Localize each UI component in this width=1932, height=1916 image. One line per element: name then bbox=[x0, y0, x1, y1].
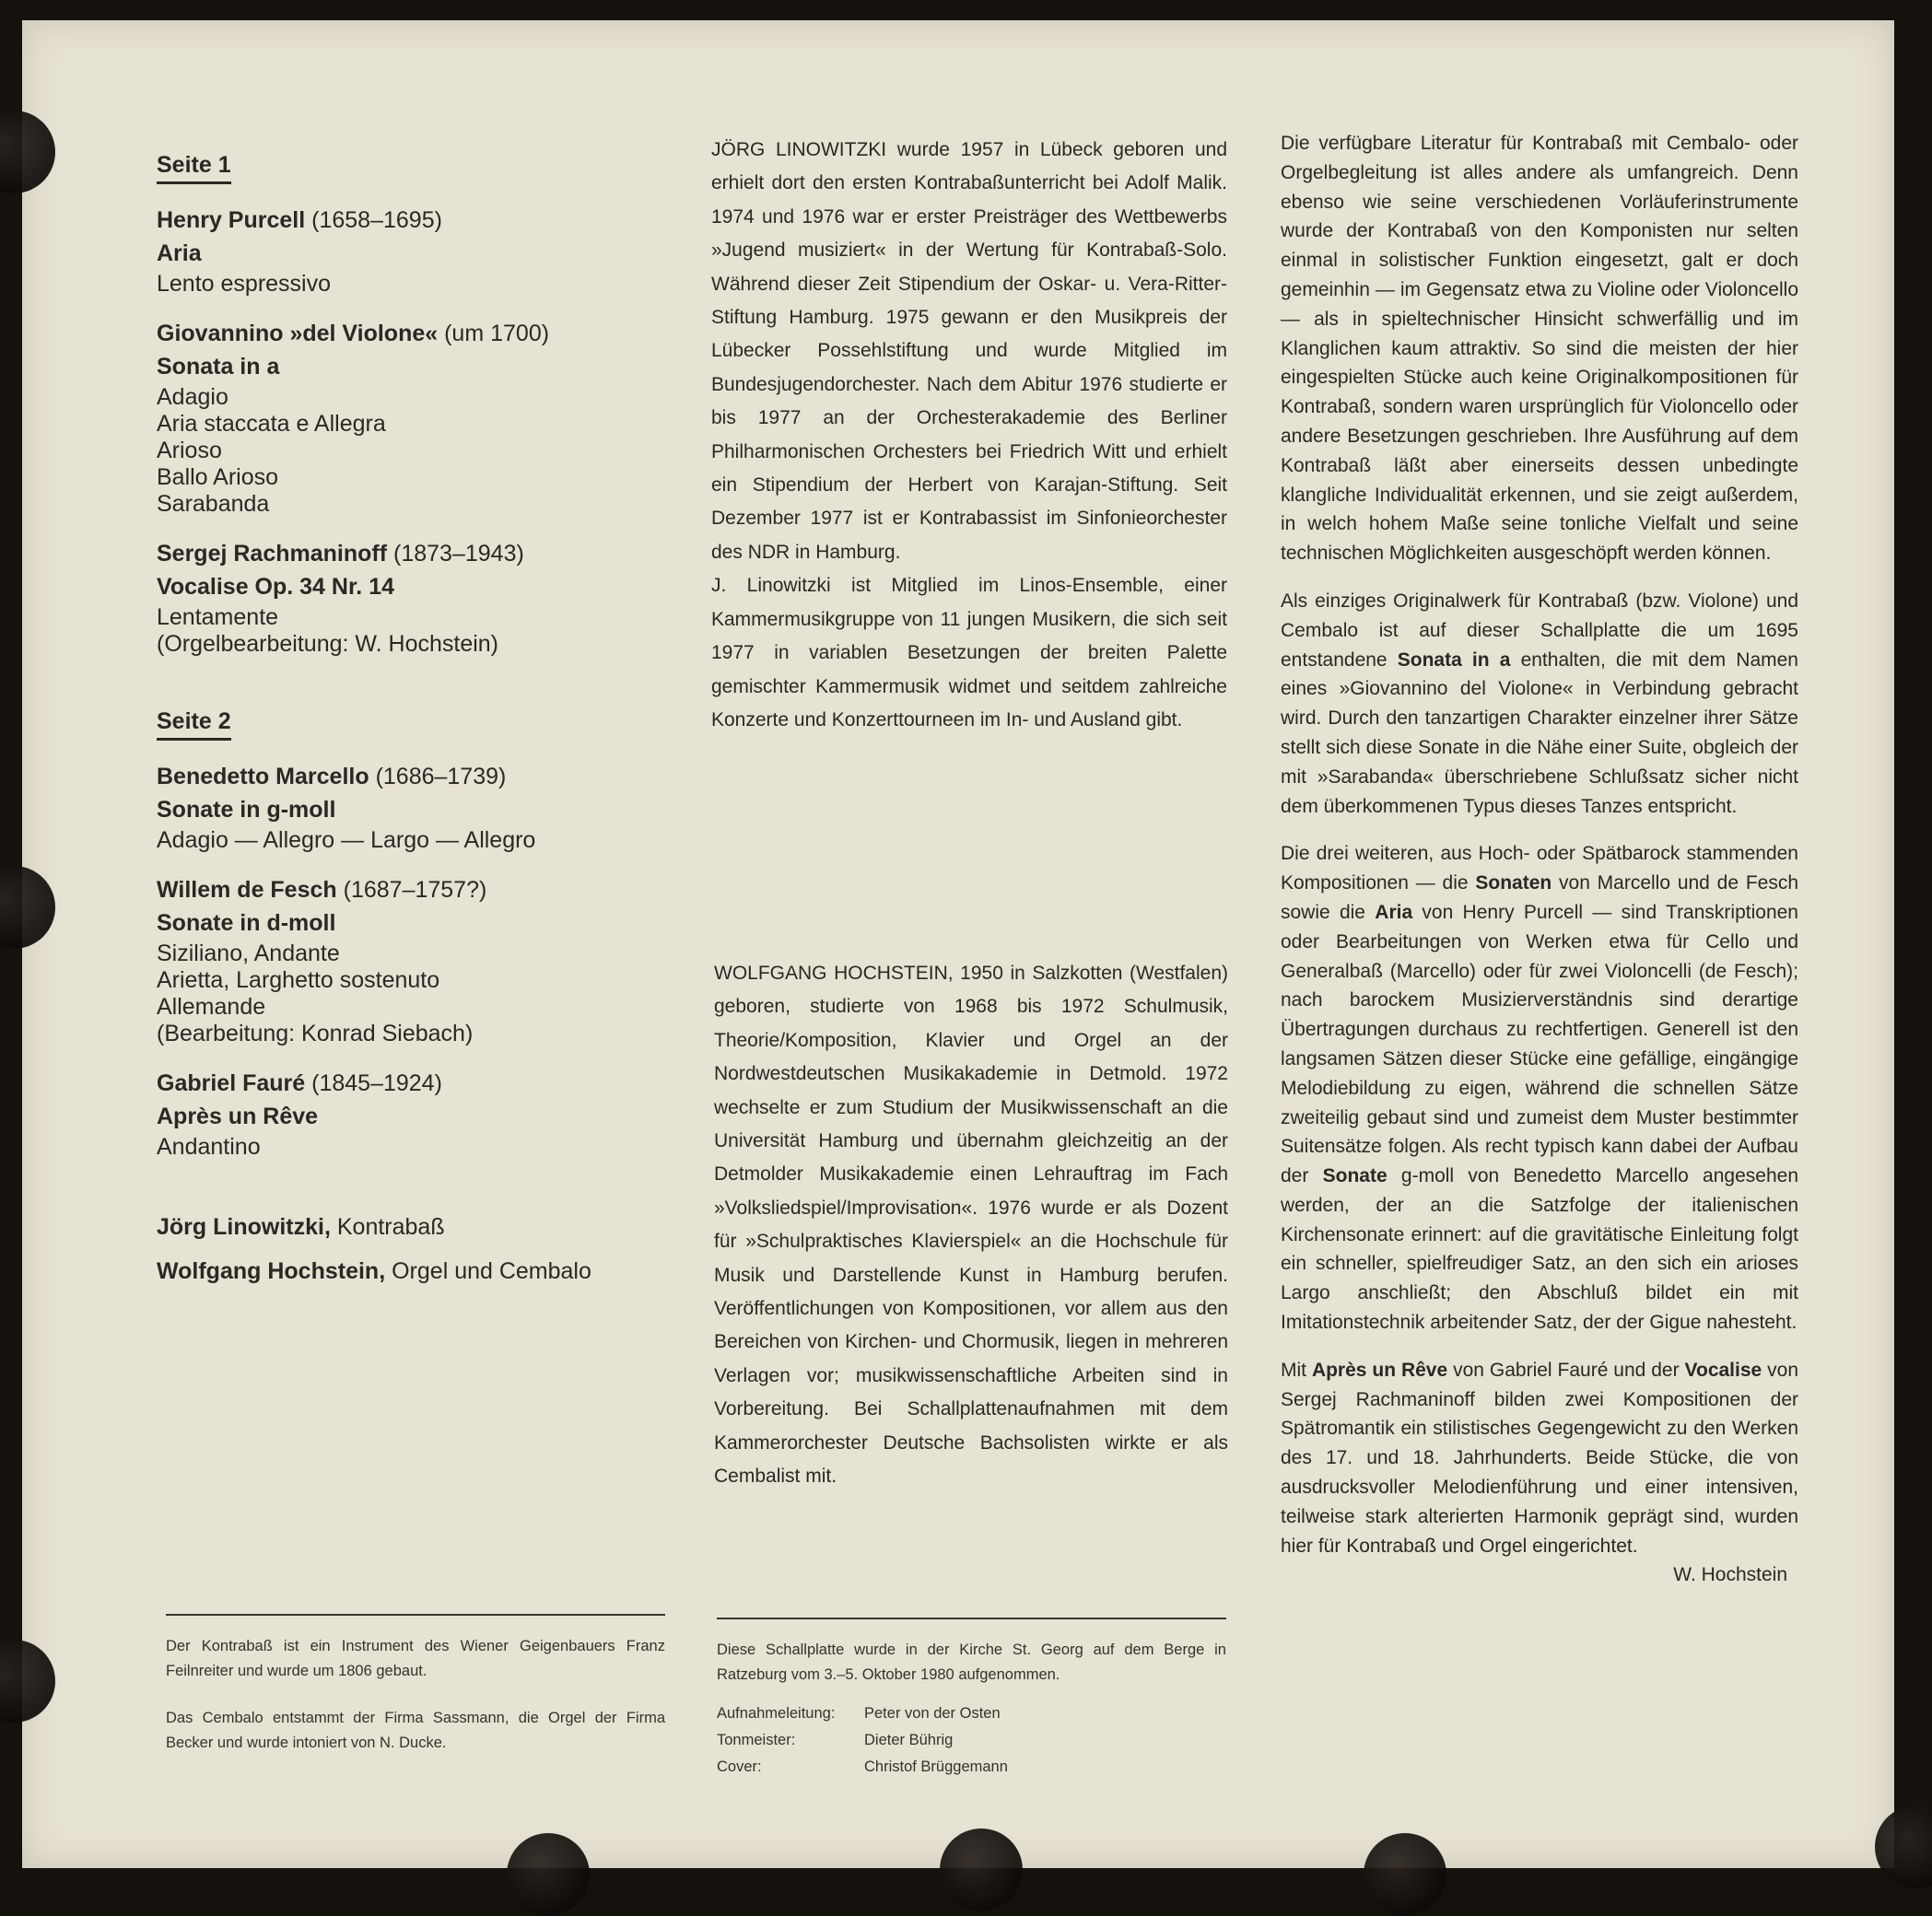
composer-dates: (um 1700) bbox=[444, 321, 550, 346]
movement: (Orgelbearbeitung: W. Hochstein) bbox=[157, 631, 499, 657]
credit-name: Christof Brüggemann bbox=[864, 1758, 1008, 1775]
composer-line bbox=[157, 1068, 682, 1099]
clip-shadow bbox=[940, 1828, 1023, 1911]
work-title: Sonata in a bbox=[157, 354, 280, 380]
credits-table bbox=[717, 1700, 1008, 1781]
performer bbox=[157, 1205, 682, 1249]
composer-dates: (1845–1924) bbox=[311, 1070, 442, 1096]
composer-line bbox=[157, 204, 682, 236]
movement: Sarabanda bbox=[157, 491, 270, 517]
side-1-heading: Seite 1 bbox=[157, 152, 231, 184]
essay-signature: W. Hochstein bbox=[1673, 1564, 1787, 1586]
movement: Ballo Arioso bbox=[157, 464, 279, 490]
track-listing bbox=[157, 152, 682, 1293]
essay-paragraph: Mit Après un Rêve von Gabriel Fauré und der Vocalise von Sergej Rachmaninoff bilden zwei Kompositionen der Spätromantik ein stilistisches Gegengewicht zu den Werken des 17. und 18. Jahrhunderts. Beide Stücke, die von ausdrucksvoller Melodienführung und einer intensiven, teilweise stark alterierten Harmonik geprägt sind, wurden hier für Kontrabaß und Orgel eingerichtet. bbox=[1281, 1359, 1799, 1557]
composer-name: Benedetto Marcello bbox=[157, 764, 369, 789]
piece bbox=[157, 318, 682, 518]
movement: (Bearbeitung: Konrad Siebach) bbox=[157, 1021, 474, 1046]
movement: Arietta, Larghetto sostenuto bbox=[157, 967, 440, 993]
credit-role: Tonmeister: bbox=[717, 1732, 796, 1748]
work-title: Sonate in g-moll bbox=[157, 797, 336, 823]
performer-name: Jörg Linowitzki, bbox=[157, 1214, 331, 1240]
bio-linowitzki bbox=[711, 134, 1227, 737]
performer-instrument: Kontrabaß bbox=[336, 1214, 445, 1240]
liner-essay bbox=[1281, 129, 1798, 1590]
bio-hochstein bbox=[714, 957, 1228, 1494]
essay-paragraph: Die drei weiteren, aus Hoch- oder Spätbarock stammenden Kompositionen — die Sonaten von Marcello und de Fesch sowie die Aria von Henry Purcell — sind Transkriptionen oder Bearbeitungen von Werken etwa für Cello und Generalbaß (Marcello) oder für zwei Violoncelli (de Fesch); nach barockem Musizierverständnis sind derartige Übertragungen durchaus zu rechtfertigen. Generell ist den langsamen Sätzen dieser Stücke eine gefällige, eingängige Melodiebildung zu eigen, während die schnellen Sätze zweiteilig gebaut sind und zumeist dem Muster bestimmter Suitensätze folgen. Als recht typisch kann dabei der Aufbau der Sonate g-moll von Benedetto Marcello angesehen werden, der an die Satzfolge der italienischen Kirchensonate erinnert: auf die gravitätische Einleitung folgt ein schneller, spielfreudiger Satz, an den sich ein arioses Largo anschließt; den Abschluß bildet ein mit Imitationstechnik arbeitender Satz, der der Gigue nahesteht. bbox=[1281, 843, 1799, 1334]
instrument-notes bbox=[166, 1614, 665, 1756]
footnote: Der Kontrabaß ist ein Instrument des Wiener Geigenbauers Franz Feilnreiter und wurde um 1806 gebaut. bbox=[166, 1638, 665, 1679]
credit-role: Cover: bbox=[717, 1758, 762, 1775]
clip-shadow bbox=[507, 1833, 590, 1916]
composer-line bbox=[157, 761, 682, 792]
performer-instrument: Orgel und Cembalo bbox=[392, 1258, 591, 1284]
movement: Adagio bbox=[157, 384, 228, 410]
movement: Lentamente bbox=[157, 604, 279, 630]
movement: Andantino bbox=[157, 1134, 261, 1160]
composer-name: Gabriel Fauré bbox=[157, 1070, 306, 1096]
movement: Lento espressivo bbox=[157, 271, 332, 297]
essay-paragraph: Als einziges Originalwerk für Kontrabaß (bzw. Violone) und Cembalo ist auf dieser Schallplatte die um 1695 entstandene Sonata in a enthalten, die mit dem Namen eines »Giovannino del Violone« in Verbindung gebracht wird. Durch den tanzartigen Charakter einzelner ihrer Sätze stellt sich diese Sonate in die Nähe einer Suite, obgleich der mit »Sarabanda« überschriebene Schlußsatz sicher nicht dem überkommenen Typus dieses Tanzes entspricht. bbox=[1281, 590, 1798, 817]
piece bbox=[157, 538, 682, 658]
credit-row bbox=[717, 1754, 1008, 1781]
divider bbox=[717, 1618, 1226, 1619]
composer-dates: (1686–1739) bbox=[375, 764, 507, 789]
essay-paragraph: Die verfügbare Literatur für Kontrabaß mit Cembalo- oder Orgelbegleitung ist alles andere als umfangreich. Denn ebenso wie seine verschiedenen Vorläuferinstrumente wurde der Kontrabaß von den Komponisten nur selten einmal in solistischer Funktion eingesetzt, galt er doch gemeinhin — im Gegensatz etwa zu Violine oder Violoncello — als in spieltechnischer Hinsicht schwerfällig und im Klanglichen kaum attraktiv. So sind die meisten der hier eingespielten Stücke auch keine Originalkompositionen für Kontrabaß, sondern waren ursprünglich für Violoncello oder andere Besetzungen geschrieben. Ihre Ausführung auf dem Kontrabaß läßt aber einerseits dessen unbedingte klangliche Individualität erkennen, und sie zeigt außerdem, in welch hohem Maße seine tonliche Vielfalt und seine technischen Möglichkeiten ausgeschöpft werden können. bbox=[1281, 133, 1798, 565]
composer-name: Willem de Fesch bbox=[157, 877, 337, 903]
work-title: Aria bbox=[157, 240, 202, 266]
divider bbox=[166, 1614, 665, 1616]
composer-name: Henry Purcell bbox=[157, 207, 306, 233]
credit-row bbox=[717, 1700, 1008, 1727]
piece bbox=[157, 761, 682, 854]
movement: Aria staccata e Allegra bbox=[157, 411, 386, 437]
composer-name: Giovannino »del Violone« bbox=[157, 321, 439, 346]
credit-row bbox=[717, 1727, 1008, 1754]
recording-info bbox=[717, 1618, 1226, 1781]
recording-note: Diese Schallplatte wurde in der Kirche St. Georg auf dem Berge in Ratzeburg vom 3.–5. Oktober 1980 aufgenommen. bbox=[717, 1641, 1226, 1683]
performer-name: Wolfgang Hochstein, bbox=[157, 1258, 386, 1284]
bio-paragraph: WOLFGANG HOCHSTEIN, 1950 in Salzkotten (Westfalen) geboren, studierte von 1968 bis 1972 Schulmusik, Theorie/Komposition, Klavier und Orgel an der Nordwestdeutschen Musikakademie in Detmold. 1972 wechselte er zum Studium der Musikwissenschaft an die Universität Hamburg und übernahm gleichzeitig an der Detmolder Musikakademie einen Lehrauftrag im Fach »Volksliedspiel/Improvisation«. 1976 wurde er als Dozent für »Schulpraktisches Klavierspiel« an die Hochschule für Musik und Darstellende Kunst in Hamburg berufen. Veröffentlichungen von Kompositionen, vor allem aus den Bereichen von Kirchen- und Chormusik, liegen in mehreren Verlagen vor; musikwissenschaftliche Arbeiten sind in Vorbereitung. Bei Schallplattenaufnahmen mit dem Kammerorchester Deutsche Bachsolisten wirkte er als Cembalist mit. bbox=[714, 963, 1228, 1488]
credit-name: Peter von der Osten bbox=[864, 1705, 1001, 1722]
composer-line bbox=[157, 874, 682, 905]
bio-paragraph: JÖRG LINOWITZKI wurde 1957 in Lübeck geboren und erhielt dort den ersten Kontrabaßunterricht bei Adolf Malik. 1974 und 1976 war er erster Preisträger des Wettbewerbs »Jugend musiziert« in der Wertung für Kontrabaß-Solo. Während dieser Zeit Stipendium der Oskar- u. Vera-Ritter-Stiftung Hamburg. 1975 gewann er den Musikpreis der Lübecker Possehlstiftung und wurde Mitglied im Bundesjugendorchester. Nach dem Abitur 1976 studierte er bis 1977 an der Orchesterakademie des Berliner Philharmonischen Orchesters bei Friedrich Witt und erhielt ein Stipendium der Herbert von Karajan-Stiftung. Seit Dezember 1977 ist er Kontrabassist im Sinfonieorchester des NDR in Hamburg. bbox=[711, 139, 1227, 563]
credit-role: Aufnahmeleitung: bbox=[717, 1705, 836, 1722]
piece bbox=[157, 1068, 682, 1161]
piece bbox=[157, 874, 682, 1047]
work-title: Après un Rêve bbox=[157, 1104, 319, 1129]
movement: Adagio — Allegro — Largo — Allegro bbox=[157, 827, 536, 853]
bio-paragraph: J. Linowitzki ist Mitglied im Linos-Ensemble, einer Kammermusikgruppe von 11 jungen Musikern, die sich seit 1977 in variablen Besetzungen der breiten Palette gemischter Kammermusik widmet und seitdem zahlreiche Konzerte und Konzerttourneen im In- und Ausland gibt. bbox=[711, 575, 1227, 730]
side-2-heading: Seite 2 bbox=[157, 708, 231, 741]
composer-line bbox=[157, 318, 682, 349]
composer-name: Sergej Rachmaninoff bbox=[157, 541, 388, 567]
work-title: Sonate in d-moll bbox=[157, 910, 336, 936]
composer-dates: (1658–1695) bbox=[311, 207, 442, 233]
credit-name: Dieter Bührig bbox=[864, 1732, 954, 1748]
piece bbox=[157, 204, 682, 298]
composer-dates: (1687–1757?) bbox=[343, 877, 487, 903]
movement: Siziliano, Andante bbox=[157, 940, 340, 966]
movement: Allemande bbox=[157, 994, 266, 1020]
clip-shadow bbox=[1364, 1833, 1446, 1916]
footnote: Das Cembalo entstammt der Firma Sassmann, die Orgel der Firma Becker und wurde intoniert von N. Ducke. bbox=[166, 1710, 665, 1751]
movement: Arioso bbox=[157, 438, 222, 463]
composer-dates: (1873–1943) bbox=[393, 541, 524, 567]
performer bbox=[157, 1249, 682, 1293]
work-title: Vocalise Op. 34 Nr. 14 bbox=[157, 574, 395, 600]
composer-line bbox=[157, 538, 682, 569]
